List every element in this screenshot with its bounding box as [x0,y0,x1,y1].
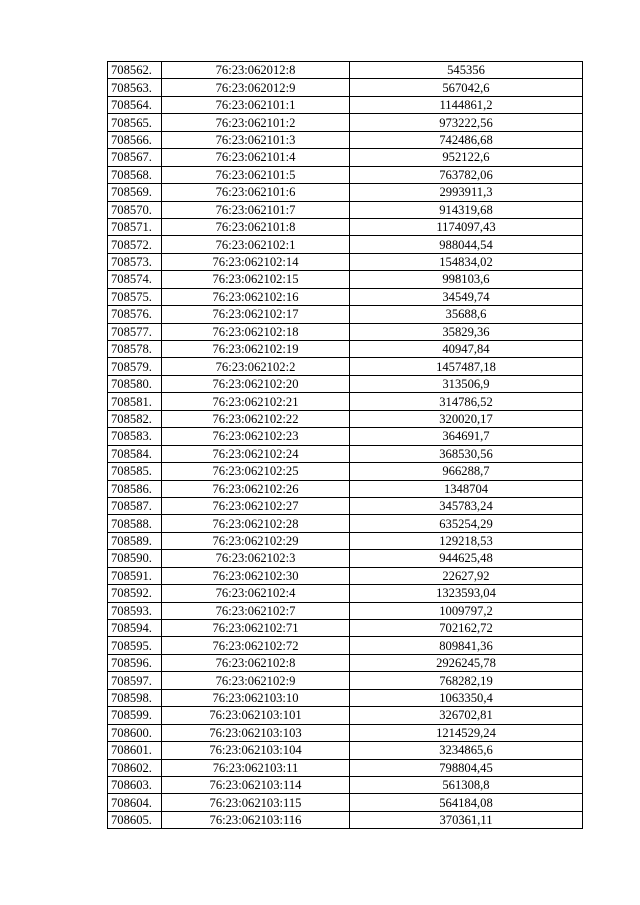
table-row [108,445,583,462]
row-number-cell: 708571. [108,218,162,235]
row-number-cell: 708574. [108,271,162,288]
row-number-cell: 708572. [108,236,162,253]
cadastral-number-cell: 76:23:062102:28 [162,515,350,532]
table-row [108,428,583,445]
cadastral-number-cell: 76:23:062103:101 [162,707,350,724]
cadastral-value-cell: 914319,68 [350,201,583,218]
table-row [108,776,583,793]
table-row [108,323,583,340]
cadastral-value-cell: 1348704 [350,480,583,497]
cadastral-value-cell: 40947,84 [350,341,583,358]
cadastral-number-cell: 76:23:062012:9 [162,79,350,96]
table-row [108,759,583,776]
cadastral-value-cell: 1214529,24 [350,724,583,741]
cadastral-value-cell: 561308,8 [350,776,583,793]
cadastral-value-cell: 3234865,6 [350,742,583,759]
cadastral-number-cell: 76:23:062102:3 [162,550,350,567]
row-number-cell: 708592. [108,585,162,602]
table-row [108,149,583,166]
table-row [108,567,583,584]
cadastral-number-cell: 76:23:062012:8 [162,62,350,79]
cadastral-value-cell: 742486,68 [350,131,583,148]
row-number-cell: 708580. [108,375,162,392]
row-number-cell: 708589. [108,532,162,549]
row-number-cell: 708593. [108,602,162,619]
cadastral-value-cell: 34549,74 [350,288,583,305]
cadastral-value-cell: 1174097,43 [350,218,583,235]
table-row [108,96,583,113]
cadastral-value-table [107,61,583,829]
cadastral-number-cell: 76:23:062101:7 [162,201,350,218]
cadastral-value-cell: 1323593,04 [350,585,583,602]
row-number-cell: 708582. [108,410,162,427]
cadastral-number-cell: 76:23:062102:16 [162,288,350,305]
table-row [108,288,583,305]
cadastral-value-cell: 368530,56 [350,445,583,462]
cadastral-value-cell: 326702,81 [350,707,583,724]
table-row [108,341,583,358]
cadastral-number-cell: 76:23:062102:18 [162,323,350,340]
table-row [108,585,583,602]
row-number-cell: 708598. [108,689,162,706]
cadastral-value-cell: 129218,53 [350,532,583,549]
cadastral-number-cell: 76:23:062103:11 [162,759,350,776]
table-row [108,794,583,811]
row-number-cell: 708577. [108,323,162,340]
cadastral-value-cell: 370361,11 [350,811,583,828]
cadastral-value-cell: 35688,6 [350,306,583,323]
row-number-cell: 708604. [108,794,162,811]
cadastral-value-cell: 1144861,2 [350,96,583,113]
cadastral-number-cell: 76:23:062102:14 [162,253,350,270]
cadastral-number-cell: 76:23:062101:8 [162,218,350,235]
cadastral-number-cell: 76:23:062103:114 [162,776,350,793]
row-number-cell: 708565. [108,114,162,131]
table-row [108,306,583,323]
cadastral-value-cell: 944625,48 [350,550,583,567]
cadastral-value-cell: 1009797,2 [350,602,583,619]
table-row [108,515,583,532]
row-number-cell: 708590. [108,550,162,567]
cadastral-number-cell: 76:23:062102:2 [162,358,350,375]
row-number-cell: 708569. [108,184,162,201]
cadastral-number-cell: 76:23:062103:115 [162,794,350,811]
cadastral-number-cell: 76:23:062102:30 [162,567,350,584]
row-number-cell: 708575. [108,288,162,305]
cadastral-value-cell: 320020,17 [350,410,583,427]
row-number-cell: 708583. [108,428,162,445]
cadastral-number-cell: 76:23:062102:15 [162,271,350,288]
cadastral-value-cell: 1063350,4 [350,689,583,706]
cadastral-value-cell: 988044,54 [350,236,583,253]
table-row [108,689,583,706]
row-number-cell: 708591. [108,567,162,584]
table-row [108,410,583,427]
table-row [108,201,583,218]
cadastral-value-cell: 22627,92 [350,567,583,584]
cadastral-number-cell: 76:23:062101:1 [162,96,350,113]
table-row [108,742,583,759]
cadastral-value-cell: 966288,7 [350,463,583,480]
cadastral-number-cell: 76:23:062102:26 [162,480,350,497]
cadastral-number-cell: 76:23:062102:20 [162,375,350,392]
row-number-cell: 708576. [108,306,162,323]
cadastral-value-cell: 702162,72 [350,620,583,637]
cadastral-value-cell: 35829,36 [350,323,583,340]
table-row [108,463,583,480]
row-number-cell: 708600. [108,724,162,741]
table-row [108,532,583,549]
table-row [108,114,583,131]
table-row [108,602,583,619]
cadastral-value-cell: 313506,9 [350,375,583,392]
cadastral-number-cell: 76:23:062102:17 [162,306,350,323]
row-number-cell: 708570. [108,201,162,218]
cadastral-number-cell: 76:23:062103:104 [162,742,350,759]
table-row [108,672,583,689]
table-row [108,550,583,567]
cadastral-number-cell: 76:23:062101:6 [162,184,350,201]
table-row [108,375,583,392]
cadastral-number-cell: 76:23:062101:4 [162,149,350,166]
cadastral-number-cell: 76:23:062102:22 [162,410,350,427]
cadastral-number-cell: 76:23:062102:24 [162,445,350,462]
row-number-cell: 708573. [108,253,162,270]
row-number-cell: 708586. [108,480,162,497]
cadastral-value-cell: 768282,19 [350,672,583,689]
row-number-cell: 708587. [108,497,162,514]
table-row [108,497,583,514]
row-number-cell: 708605. [108,811,162,828]
cadastral-value-cell: 564184,08 [350,794,583,811]
row-number-cell: 708597. [108,672,162,689]
row-number-cell: 708599. [108,707,162,724]
cadastral-value-cell: 364691,7 [350,428,583,445]
cadastral-number-cell: 76:23:062102:71 [162,620,350,637]
table-row [108,724,583,741]
cadastral-number-cell: 76:23:062102:7 [162,602,350,619]
row-number-cell: 708566. [108,131,162,148]
cadastral-number-cell: 76:23:062102:23 [162,428,350,445]
cadastral-value-cell: 998103,6 [350,271,583,288]
table-row [108,707,583,724]
row-number-cell: 708596. [108,654,162,671]
cadastral-number-cell: 76:23:062101:3 [162,131,350,148]
row-number-cell: 708603. [108,776,162,793]
table-row [108,131,583,148]
row-number-cell: 708578. [108,341,162,358]
cadastral-number-cell: 76:23:062102:1 [162,236,350,253]
row-number-cell: 708563. [108,79,162,96]
row-number-cell: 708562. [108,62,162,79]
cadastral-value-cell: 567042,6 [350,79,583,96]
cadastral-number-cell: 76:23:062102:72 [162,637,350,654]
cadastral-number-cell: 76:23:062102:21 [162,393,350,410]
table-row [108,480,583,497]
cadastral-number-cell: 76:23:062101:5 [162,166,350,183]
table-row [108,184,583,201]
cadastral-number-cell: 76:23:062101:2 [162,114,350,131]
table-body [108,62,583,829]
table-row [108,358,583,375]
table-row [108,79,583,96]
cadastral-number-cell: 76:23:062102:4 [162,585,350,602]
table-row [108,236,583,253]
cadastral-number-cell: 76:23:062102:19 [162,341,350,358]
cadastral-value-cell: 952122,6 [350,149,583,166]
row-number-cell: 708585. [108,463,162,480]
cadastral-number-cell: 76:23:062102:29 [162,532,350,549]
cadastral-number-cell: 76:23:062103:116 [162,811,350,828]
cadastral-value-cell: 1457487,18 [350,358,583,375]
table-row [108,218,583,235]
cadastral-number-cell: 76:23:062102:25 [162,463,350,480]
table-row [108,166,583,183]
row-number-cell: 708567. [108,149,162,166]
row-number-cell: 708594. [108,620,162,637]
cadastral-value-cell: 314786,52 [350,393,583,410]
table-row [108,271,583,288]
cadastral-number-cell: 76:23:062103:103 [162,724,350,741]
row-number-cell: 708601. [108,742,162,759]
row-number-cell: 708568. [108,166,162,183]
cadastral-number-cell: 76:23:062102:27 [162,497,350,514]
table-row [108,253,583,270]
table-row [108,637,583,654]
cadastral-value-cell: 545356 [350,62,583,79]
cadastral-value-cell: 798804,45 [350,759,583,776]
cadastral-value-cell: 763782,06 [350,166,583,183]
cadastral-value-cell: 635254,29 [350,515,583,532]
row-number-cell: 708595. [108,637,162,654]
cadastral-number-cell: 76:23:062102:9 [162,672,350,689]
table-row [108,620,583,637]
row-number-cell: 708588. [108,515,162,532]
cadastral-number-cell: 76:23:062103:10 [162,689,350,706]
cadastral-number-cell: 76:23:062102:8 [162,654,350,671]
cadastral-value-cell: 2926245,78 [350,654,583,671]
row-number-cell: 708564. [108,96,162,113]
row-number-cell: 708581. [108,393,162,410]
cadastral-value-cell: 973222,56 [350,114,583,131]
cadastral-value-cell: 154834,02 [350,253,583,270]
row-number-cell: 708579. [108,358,162,375]
row-number-cell: 708602. [108,759,162,776]
cadastral-value-cell: 809841,36 [350,637,583,654]
row-number-cell: 708584. [108,445,162,462]
table-row [108,62,583,79]
table-row [108,393,583,410]
cadastral-value-cell: 2993911,3 [350,184,583,201]
table-row [108,811,583,828]
table-row [108,654,583,671]
cadastral-value-cell: 345783,24 [350,497,583,514]
